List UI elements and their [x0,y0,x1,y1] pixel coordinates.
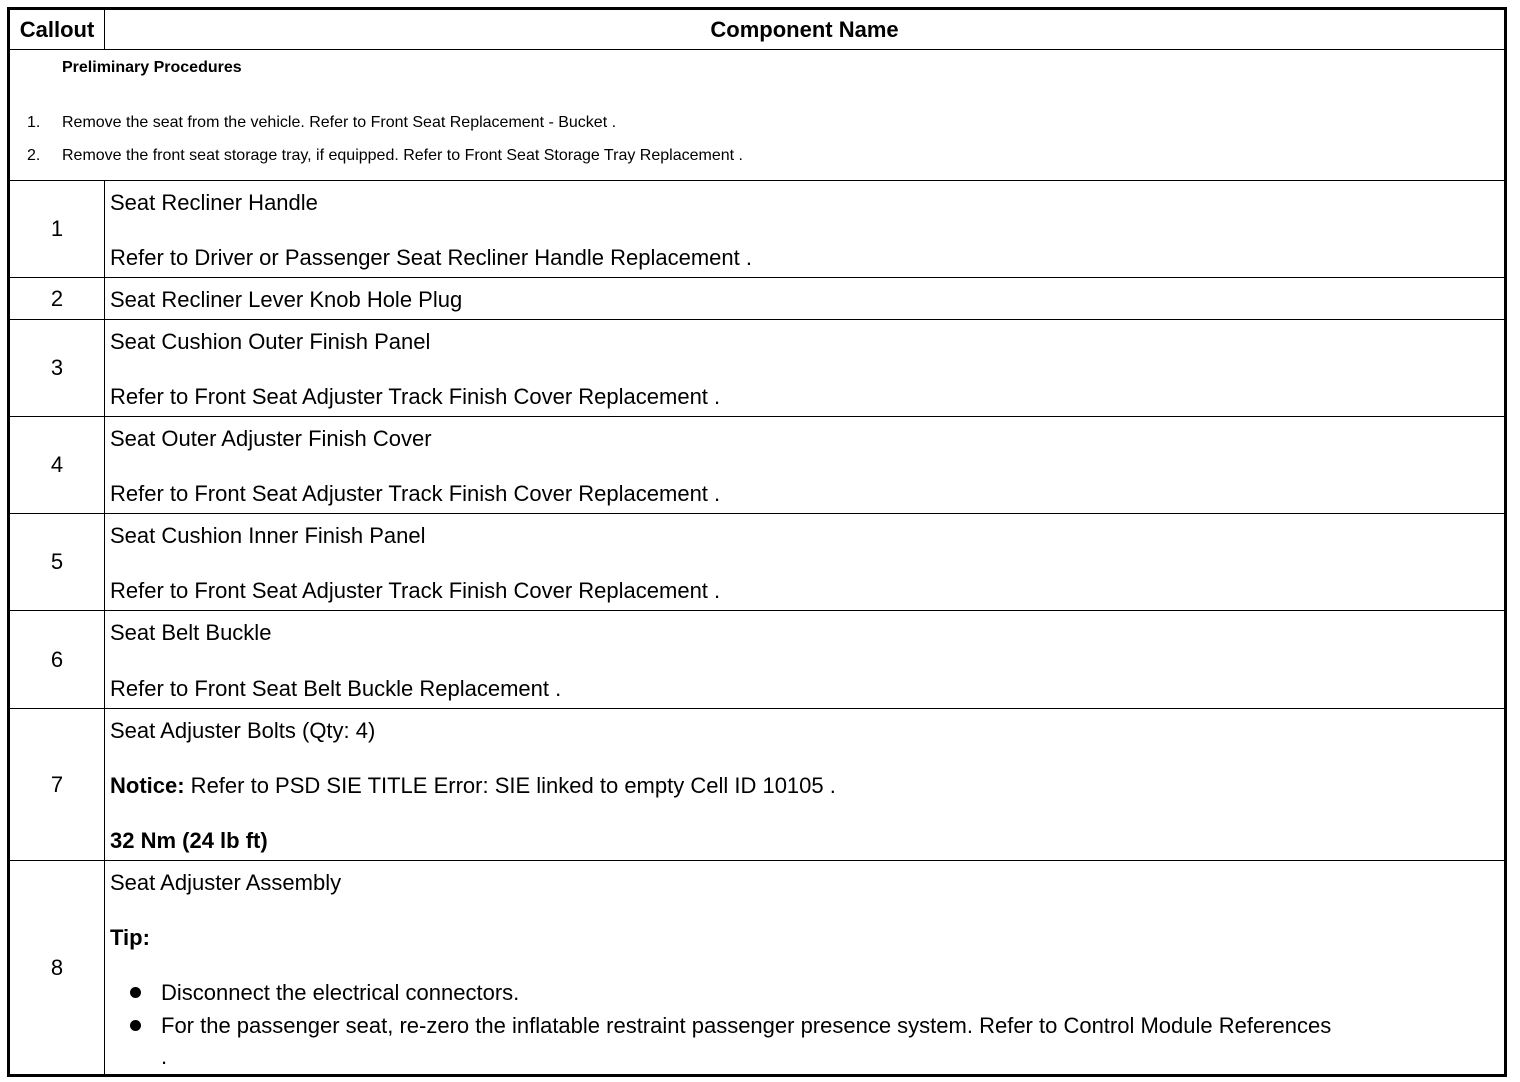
reference-text: Refer to Front Seat Adjuster Track Finish Cover Replacement . [110,384,721,409]
step-text: Remove the front seat storage tray, if equipped. Refer to Front Seat Storage Tray Replacement . [62,147,743,164]
component-name: Seat Cushion Outer Finish Panel [110,329,431,354]
step-number: 2. [27,147,41,164]
bullet-text-continuation: . [161,1044,168,1069]
torque-spec: 32 Nm (24 lb ft) [110,828,268,853]
callout-column-header: Callout [10,10,105,49]
bullet-icon [130,1020,141,1031]
component-name: Seat Cushion Inner Finish Panel [110,523,426,548]
callout-cell: 6 [10,611,105,708]
component-cell [105,417,1504,513]
bullet-text: For the passenger seat, re-zero the inflatable restraint passenger presence system. Refer to Control Module References [161,1013,1332,1038]
callout-cell: 7 [10,709,105,860]
bullet-text: Disconnect the electrical connectors. [161,980,520,1005]
reference-text: Refer to Front Seat Belt Buckle Replacement . [110,676,562,701]
component-name: Seat Adjuster Bolts (Qty: 4) [110,718,376,743]
component-cell [105,514,1504,610]
table-header-row [10,10,1504,50]
reference-text: Refer to Front Seat Adjuster Track Finish Cover Replacement . [110,481,721,506]
callout-cell: 8 [10,861,105,1074]
table-row [10,417,1504,514]
table-row [10,320,1504,417]
preliminary-title: Preliminary Procedures [62,59,242,76]
component-cell [105,320,1504,416]
table-row [10,611,1504,709]
table-row [10,181,1504,278]
step-text: Remove the seat from the vehicle. Refer to Front Seat Replacement - Bucket . [62,114,617,131]
component-cell [105,278,1504,319]
component-name: Seat Belt Buckle [110,620,272,645]
notice-text [110,773,836,799]
bullet-icon [130,987,141,998]
tip-label: Tip: [110,925,150,950]
component-cell [105,181,1504,277]
component-name: Seat Adjuster Assembly [110,870,342,895]
component-table [7,7,1507,1077]
table-row [10,514,1504,611]
preliminary-procedures-row [10,50,1504,181]
table-row [10,709,1504,861]
component-cell [105,611,1504,708]
component-name: Seat Recliner Lever Knob Hole Plug [110,287,463,312]
notice-label: Notice: [110,773,185,798]
callout-cell: 1 [10,181,105,277]
table-row [10,861,1504,1074]
callout-cell: 5 [10,514,105,610]
component-name: Seat Recliner Handle [110,190,318,215]
reference-text: Refer to Front Seat Adjuster Track Finish Cover Replacement . [110,578,721,603]
notice-body: Refer to PSD SIE TITLE Error: SIE linked to empty Cell ID 10105 . [184,773,836,798]
step-number: 1. [27,114,41,131]
component-name-column-header: Component Name [710,16,899,42]
callout-cell: 4 [10,417,105,513]
reference-text: Refer to Driver or Passenger Seat Recliner Handle Replacement . [110,245,752,270]
component-cell [105,861,1504,1074]
table-row [10,278,1504,320]
callout-cell: 2 [10,278,105,319]
callout-cell: 3 [10,320,105,416]
component-cell [105,709,1504,860]
component-name: Seat Outer Adjuster Finish Cover [110,426,432,451]
